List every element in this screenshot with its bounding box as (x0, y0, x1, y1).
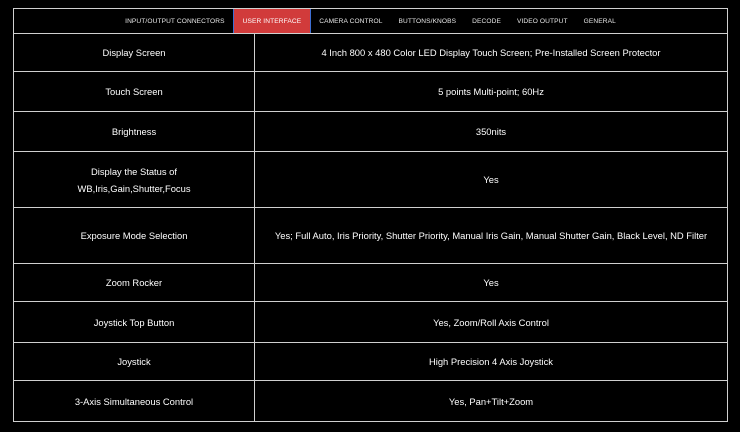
spec-label: Joystick Top Button (14, 302, 255, 343)
spec-table (14, 33, 727, 422)
table-row (14, 34, 727, 72)
spec-value: High Precision 4 Axis Joystick (255, 343, 728, 381)
spec-label: Brightness (14, 112, 255, 152)
spec-label: Exposure Mode Selection (14, 208, 255, 264)
table-row (14, 343, 727, 381)
tab-buttons-knobs[interactable]: BUTTONS/KNOBS (398, 17, 457, 25)
spec-value: 5 points Multi-point; 60Hz (255, 72, 728, 112)
spec-value-text: Yes; Full Auto, Iris Priority, Shutter Priority, Manual Iris Gain, Manual Shutter Gain, Black Level, ND Filter (274, 230, 708, 241)
spec-value: Yes, Zoom/Roll Axis Control (255, 302, 728, 343)
tab-decode[interactable]: DECODE (472, 17, 501, 25)
tab-general[interactable]: GENERAL (583, 17, 616, 25)
tab-input-output-connectors[interactable]: INPUT/OUTPUT CONNECTORS (125, 17, 225, 25)
table-row (14, 302, 727, 343)
spec-label: 3-Axis Simultaneous Control (14, 381, 255, 422)
spec-label (14, 152, 255, 208)
table-row (14, 264, 727, 302)
table-row (14, 152, 727, 208)
spec-panel (13, 8, 728, 422)
table-row (14, 72, 727, 112)
spec-value: Yes, Pan+Tilt+Zoom (255, 381, 728, 422)
table-row (14, 381, 727, 422)
table-row (14, 208, 727, 264)
table-row (14, 112, 727, 152)
tab-camera-control[interactable]: CAMERA CONTROL (319, 17, 383, 25)
spec-value: Yes (255, 152, 728, 208)
spec-label: Display Screen (14, 34, 255, 72)
spec-value: 350nits (255, 112, 728, 152)
tab-video-output[interactable]: VIDEO OUTPUT (516, 17, 568, 25)
spec-value (255, 208, 728, 264)
tab-bar (14, 9, 727, 33)
spec-value: 4 Inch 800 x 480 Color LED Display Touch Screen; Pre-Installed Screen Protector (255, 34, 728, 72)
spec-label: Touch Screen (14, 72, 255, 112)
spec-label: Joystick (14, 343, 255, 381)
spec-label-text: Display the Status of WB,Iris,Gain,Shutter,Focus (77, 165, 191, 194)
spec-label: Zoom Rocker (14, 264, 255, 302)
tab-user-interface[interactable]: USER INTERFACE (233, 9, 312, 33)
spec-value: Yes (255, 264, 728, 302)
